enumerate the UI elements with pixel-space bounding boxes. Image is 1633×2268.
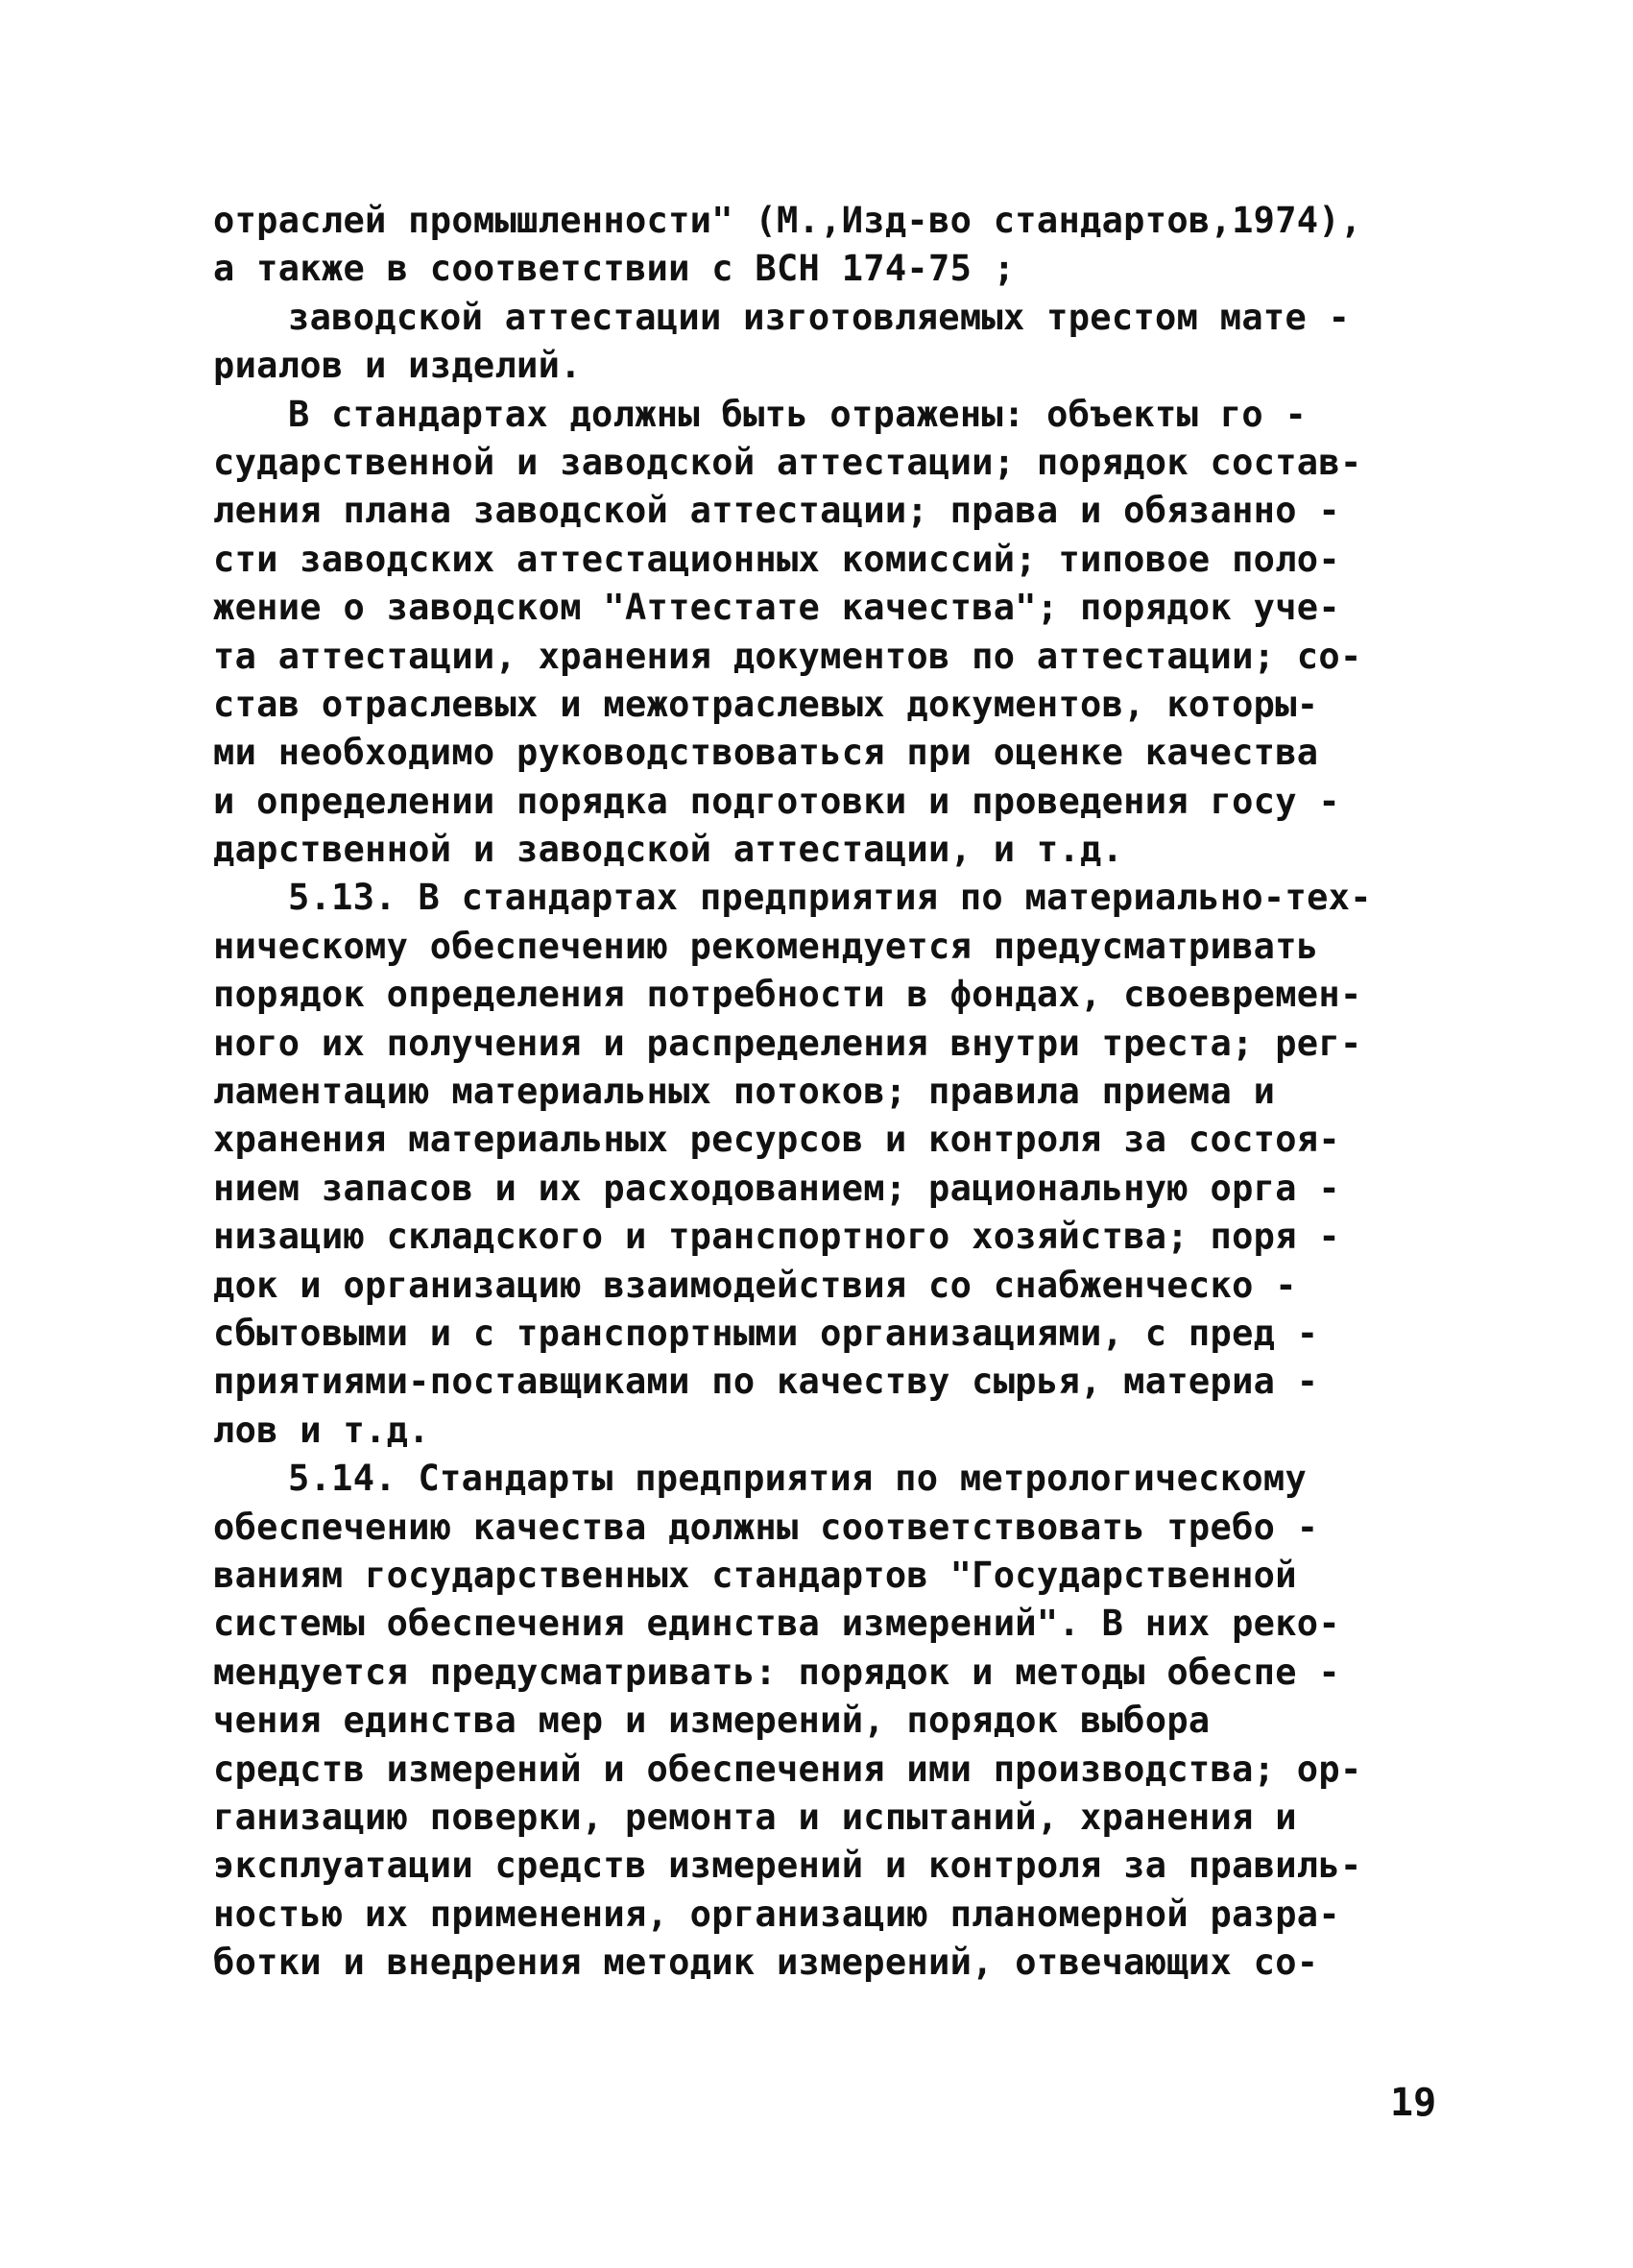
text-line: ления плана заводской аттестации; права и обязанно - [213, 490, 1340, 532]
text-line: ваниям государственных стандартов "Государственной [213, 1554, 1297, 1596]
text-line: и определении порядка подготовки и проведения госу - [213, 780, 1340, 822]
text-line: жение о заводском "Аттестате качества"; порядок уче- [213, 587, 1340, 629]
text-line: ного их получения и распределения внутри треста; рег- [213, 1022, 1362, 1064]
text-line: отраслей промышленности" (М.,Изд-во стандартов,1974), [213, 200, 1362, 241]
text-line: ми необходимо руководствоваться при оценке качества [213, 732, 1319, 774]
text-line: приятиями-поставщиками по качеству сырья, материа - [213, 1361, 1319, 1403]
page-number: 19 [1390, 2081, 1437, 2125]
text-line: средств измерений и обеспечения ими производства; ор- [213, 1748, 1362, 1790]
text-line: дарственной и заводской аттестации, и т.д. [213, 829, 1124, 871]
text-line: мендуется предусматривать: порядок и методы обеспе - [213, 1651, 1340, 1693]
text-line: 5.13. В стандартах предприятия по материально-тех- [288, 877, 1372, 919]
text-line: сти заводских аттестационных комиссий; типовое поло- [213, 538, 1340, 580]
text-line: сбытовыми и с транспортными организациями, с пред - [213, 1312, 1319, 1354]
text-line: чения единства мер и измерений, порядок выбора [213, 1700, 1211, 1742]
text-line: ганизацию поверки, ремонта и испытаний, хранения и [213, 1796, 1297, 1838]
text-line: эксплуатации средств измерений и контроля за правиль- [213, 1845, 1362, 1887]
text-line: та аттестации, хранения документов по аттестации; со- [213, 635, 1362, 677]
text-line: ботки и внедрения методик измерений, отвечающих со- [213, 1942, 1319, 1984]
text-line: ническому обеспечению рекомендуется предусматривать [213, 925, 1319, 967]
text-line: обеспечению качества должны соответствовать требо - [213, 1506, 1319, 1548]
text-line: риалов и изделий. [213, 345, 582, 387]
text-line: В стандартах должны быть отражены: объекты го - [288, 393, 1308, 435]
text-line: заводской аттестации изготовляемых трестом мате - [288, 296, 1351, 338]
text-line: сударственной и заводской аттестации; порядок состав- [213, 441, 1362, 483]
text-line: док и организацию взаимодействия со снабженческо - [213, 1264, 1297, 1306]
text-line: порядок определения потребности в фондах, своевремен- [213, 974, 1362, 1016]
text-line: ностью их применения, организацию планомерной разра- [213, 1893, 1340, 1935]
text-line: хранения материальных ресурсов и контроля за состоя- [213, 1119, 1340, 1161]
text-line: системы обеспечения единства измерений". В них реко- [213, 1603, 1340, 1645]
text-line: став отраслевых и межотраслевых документов, которы- [213, 683, 1319, 725]
text-line: ламентацию материальных потоков; правила приема и [213, 1071, 1276, 1113]
text-line: а также в соответствии с ВСН 174-75 ; [213, 248, 1016, 290]
body-text [213, 197, 1461, 1987]
text-line: нием запасов и их расходованием; рациональную орга - [213, 1167, 1340, 1209]
text-line: лов и т.д. [213, 1409, 430, 1451]
text-line: низацию складского и транспортного хозяйства; поря - [213, 1216, 1340, 1258]
text-line: 5.14. Стандарты предприятия по метрологическому [288, 1458, 1308, 1500]
